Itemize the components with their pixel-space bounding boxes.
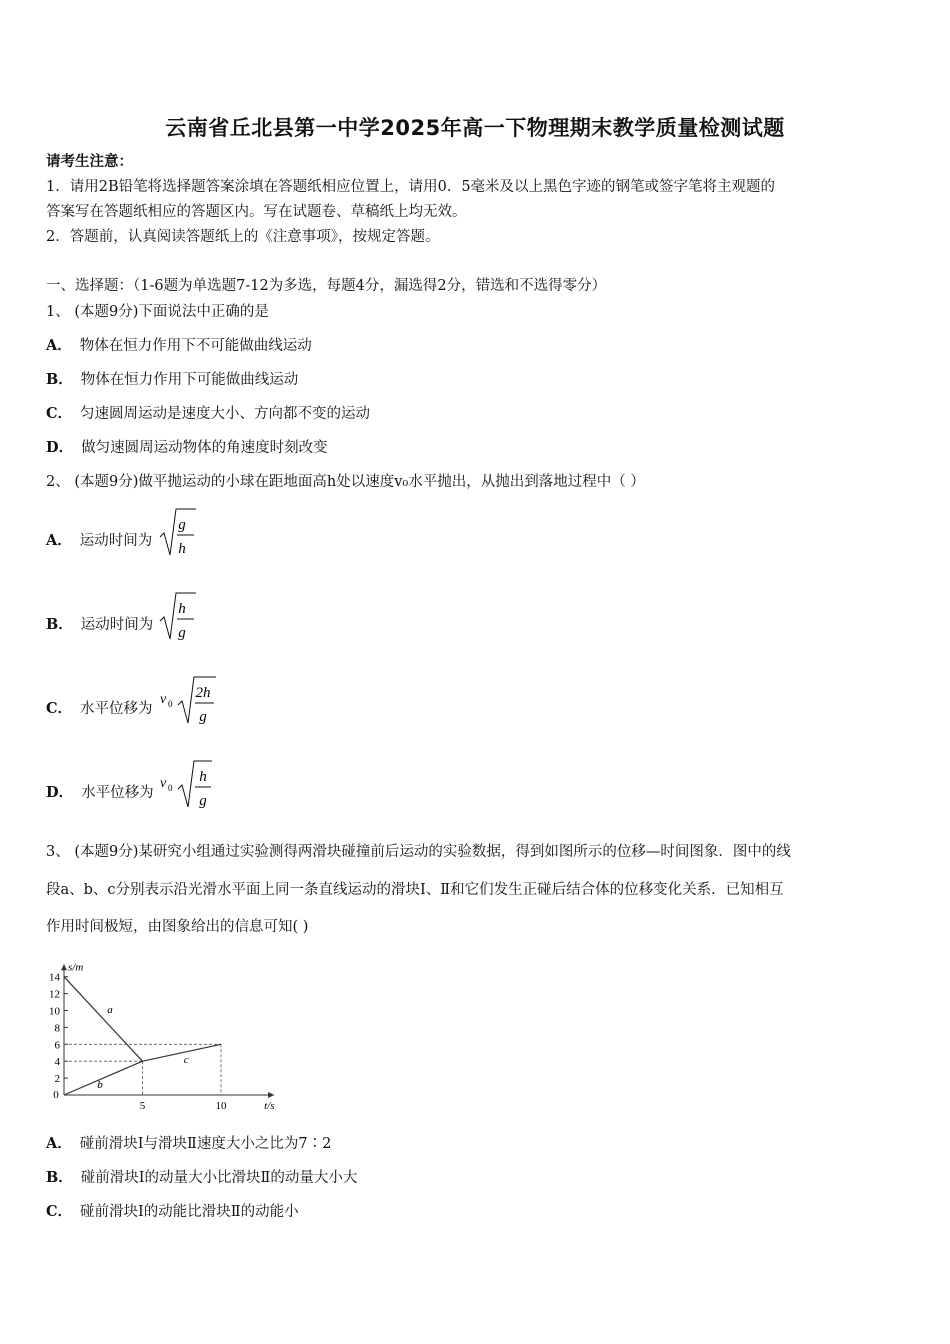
notice-item1-line2: 答案写在答题纸相应的答题区内。写在试题卷、草稿纸上均无效。 bbox=[46, 204, 467, 220]
y-tick-label: 10 bbox=[49, 1005, 60, 1018]
q1-option-a bbox=[46, 336, 312, 356]
fraction-numerator: 2h bbox=[195, 685, 211, 701]
option-text: 做匀速圆周运动物体的角速度时刻改变 bbox=[81, 440, 328, 456]
q1-option-d bbox=[46, 438, 328, 458]
option-letter: C． bbox=[46, 700, 73, 717]
fraction-numerator: h bbox=[178, 601, 186, 617]
series-label-a: a bbox=[107, 1003, 113, 1016]
option-text: 碰前滑块Ⅰ的动能比滑块Ⅱ的动能小 bbox=[80, 1204, 299, 1220]
notice-item1-line1: 1．请用2B铅笔将选择题答案涂填在答题纸相应位置上，请用0．5毫米及以上黑色字迹的钢笔或签字笔将主观题的 bbox=[46, 179, 776, 195]
q1-stem-text: 1、 (本题9分)下面说法中正确的是 bbox=[46, 304, 269, 320]
x-tick-label: 5 bbox=[139, 1100, 146, 1112]
q2-option-d bbox=[46, 783, 154, 803]
fraction-denominator: g bbox=[178, 625, 186, 641]
q2-stem-text: 2、 (本题9分)做平抛运动的小球在距地面高h处以速度v₀水平抛出，从抛出到落地过程中（ ） bbox=[46, 474, 645, 490]
q3-stem-line3: 作用时间极短，由图象给出的信息可知( ) bbox=[46, 919, 309, 935]
fraction-denominator: g bbox=[199, 793, 207, 809]
q2-stem bbox=[46, 472, 645, 492]
option-text: 水平位移为 bbox=[81, 785, 154, 801]
origin-label: 0 bbox=[53, 1089, 59, 1101]
fraction-denominator: h bbox=[178, 541, 186, 557]
velocity-subscript: 0 bbox=[168, 699, 173, 709]
q2-option-a-formula bbox=[158, 505, 198, 561]
q3-option-b bbox=[46, 1168, 357, 1188]
fraction-numerator: g bbox=[178, 517, 186, 533]
series-label-b: b bbox=[97, 1079, 103, 1092]
option-letter: D． bbox=[46, 439, 74, 456]
displacement-time-graph bbox=[40, 945, 275, 1115]
page-title: 云南省丘北县第一中学2025年高一下物理期末教学质量检测试题 bbox=[165, 116, 785, 140]
y-axis-arrow bbox=[61, 964, 67, 970]
q3-option-a bbox=[46, 1134, 331, 1154]
section1-heading: 一、选择题：（1-6题为单选题7-12为多选，每题4分，漏选得2分，错选和不选得零分） bbox=[46, 278, 607, 294]
option-letter: D． bbox=[46, 784, 74, 801]
x-axis-arrow bbox=[268, 1092, 274, 1098]
option-text: 运动时间为 bbox=[80, 617, 154, 633]
q2-option-c bbox=[46, 699, 153, 719]
option-text: 碰前滑块Ⅰ的动量大小比滑块Ⅱ的动量大小大 bbox=[80, 1170, 358, 1186]
q3-stem-line1: 3、 (本题9分)某研究小组通过实验测得两滑块碰撞前后运动的实验数据，得到如图所示的位移—时间图象．图中的线 bbox=[46, 844, 791, 860]
q2-option-a bbox=[46, 531, 152, 551]
y-tick-label: 2 bbox=[54, 1073, 60, 1086]
y-tick-label: 6 bbox=[54, 1039, 60, 1052]
option-text: 水平位移为 bbox=[80, 701, 153, 717]
q1-option-b bbox=[46, 370, 298, 390]
y-tick-label: 12 bbox=[49, 988, 60, 1001]
notice-item2: 2．答题前，认真阅读答题纸上的《注意事项》，按规定答题。 bbox=[46, 229, 440, 245]
y-axis-label: s/m bbox=[68, 961, 84, 974]
series-label-c: c bbox=[183, 1053, 189, 1066]
option-text: 碰前滑块Ⅰ与滑块Ⅱ速度大小之比为7∶2 bbox=[79, 1136, 332, 1152]
x-tick-label: 10 bbox=[215, 1100, 227, 1112]
velocity-symbol: v bbox=[160, 692, 167, 707]
option-letter: A． bbox=[46, 1135, 72, 1152]
x-axis-label: t/s bbox=[264, 1100, 275, 1112]
option-letter: B． bbox=[46, 371, 73, 388]
velocity-subscript: 0 bbox=[168, 783, 173, 793]
fraction-denominator: g bbox=[199, 709, 207, 725]
option-letter: B． bbox=[46, 616, 73, 633]
fraction-numerator: h bbox=[199, 769, 207, 785]
option-letter: B． bbox=[46, 1169, 73, 1186]
option-text: 物体在恒力作用下不可能做曲线运动 bbox=[79, 338, 312, 354]
option-letter: A． bbox=[46, 337, 72, 354]
velocity-symbol: v bbox=[160, 776, 167, 791]
series-line-b bbox=[64, 1061, 143, 1095]
q1-stem bbox=[46, 302, 269, 322]
y-tick-label: 14 bbox=[49, 971, 60, 984]
option-letter: C． bbox=[46, 405, 73, 422]
option-letter: C． bbox=[46, 1203, 73, 1220]
option-text: 运动时间为 bbox=[79, 533, 153, 549]
notice-heading: 请考生注意： bbox=[46, 153, 133, 170]
q2-option-d-formula bbox=[158, 757, 218, 813]
series-line-c bbox=[143, 1044, 222, 1061]
option-letter: A． bbox=[46, 532, 72, 549]
q3-stem-line2: 段a、b、c分别表示沿光滑水平面上同一条直线运动的滑块Ⅰ、Ⅱ和它们发生正碰后结合体的位移变化关系．已知相互 bbox=[46, 882, 784, 898]
q1-option-c bbox=[46, 404, 370, 424]
q2-option-b bbox=[46, 615, 153, 635]
y-tick-label: 4 bbox=[54, 1056, 60, 1069]
q2-option-c-formula bbox=[158, 673, 218, 729]
sqrt-sign bbox=[178, 761, 212, 807]
y-tick-label: 8 bbox=[54, 1022, 60, 1035]
option-text: 匀速圆周运动是速度大小、方向都不变的运动 bbox=[80, 406, 371, 422]
q2-option-b-formula bbox=[158, 589, 198, 645]
series-line-a bbox=[64, 977, 143, 1061]
q3-option-c bbox=[46, 1202, 299, 1222]
option-text: 物体在恒力作用下可能做曲线运动 bbox=[80, 372, 299, 388]
